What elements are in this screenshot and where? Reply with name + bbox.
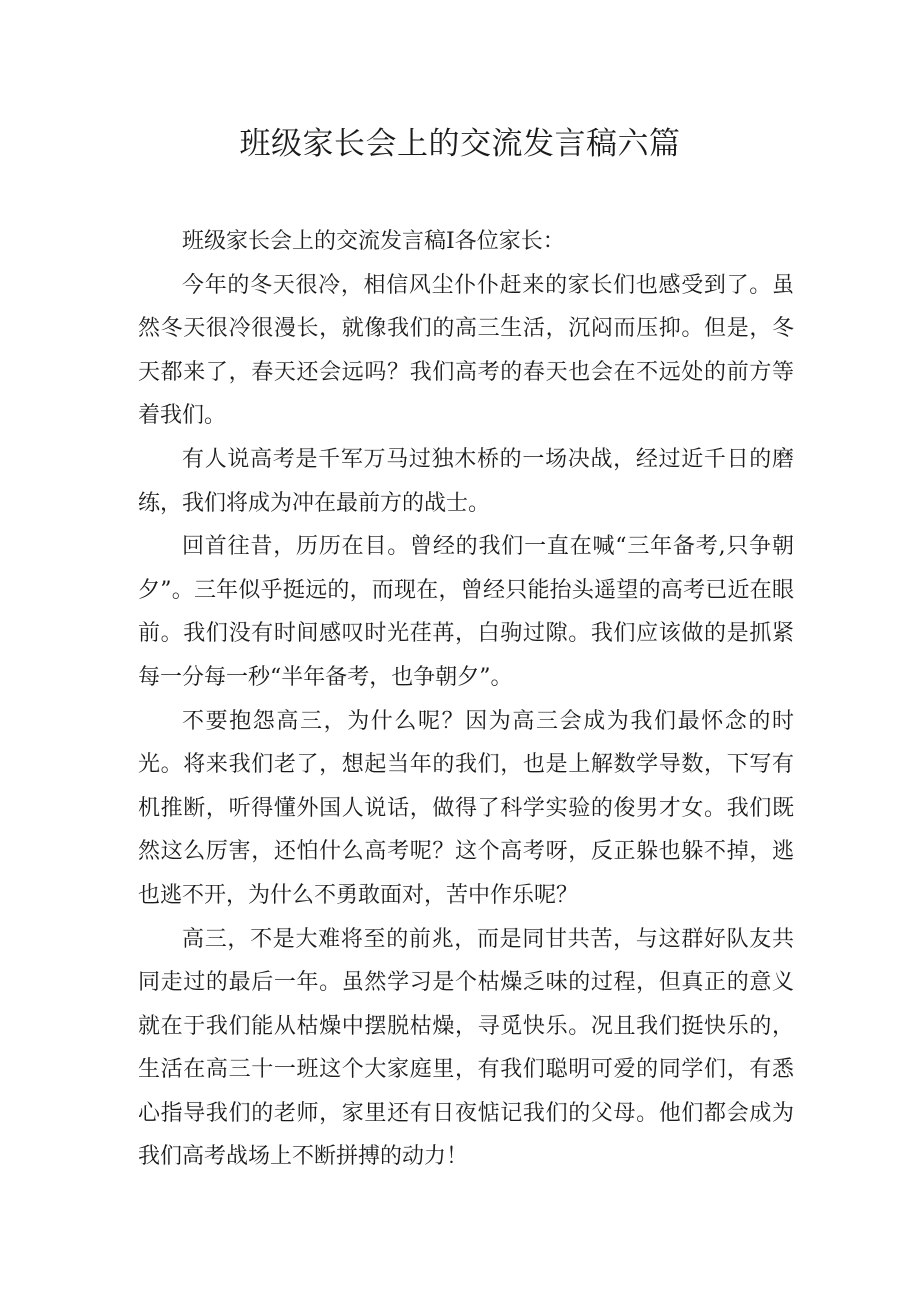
paragraph-dont-complain: 不要抱怨高三，为什么呢？因为高三会成为我们最怀念的时光。将来我们老了，想起当年的我们，也是上解数学导数，下写有机推断，听得懂外国人说话，做得了科学实验的俊男才女。我们既然这么厉害，还怕什么高考呢？这个高考呀，反正躲也躲不掉，逃也逃不开，为什么不勇敢面对，苦中作乐呢？ [138,708,794,908]
document-body [138,220,794,1179]
paragraph-looking-back: 回首往昔，历历在目。曾经的我们一直在喊“三年备考,只争朝夕”。三年似乎挺远的，而现在，曾经只能抬头遥望的高考已近在眼前。我们没有时间感叹时光荏苒，白驹过隙。我们应该做的是抓紧每一分每一秒“半年备考，也争朝夕”。 [138,534,794,690]
paragraph-exam-battle: 有人说高考是千军万马过独木桥的一场决战，经过近千日的磨练，我们将成为冲在最前方的战士。 [138,446,794,516]
paragraph-greeting: 班级家长会上的交流发言稿Ⅰ各位家长： [182,229,565,254]
paragraph-senior-year: 高三，不是大难将至的前兆，而是同甘共苦，与这群好队友共同走过的最后一年。虽然学习是个枯燥乏味的过程，但真正的意义就在于我们能从枯燥中摆脱枯燥，寻觅快乐。况且我们挺快乐的，生活在高三十一班这个大家庭里，有我们聪明可爱的同学们，有悉心指导我们的老师，家里还有日夜惦记我们的父母。他们都会成为我们高考战场上不断拼搏的动力！ [138,926,794,1170]
document-title: 班级家长会上的交流发言稿六篇 [239,126,681,162]
paragraph-winter: 今年的冬天很冷，相信风尘仆仆赶来的家长们也感受到了。虽然冬天很冷很漫长，就像我们的高三生活，沉闷而压抑。但是，冬天都来了，春天还会远吗？我们高考的春天也会在不远处的前方等着我们。 [138,272,794,429]
